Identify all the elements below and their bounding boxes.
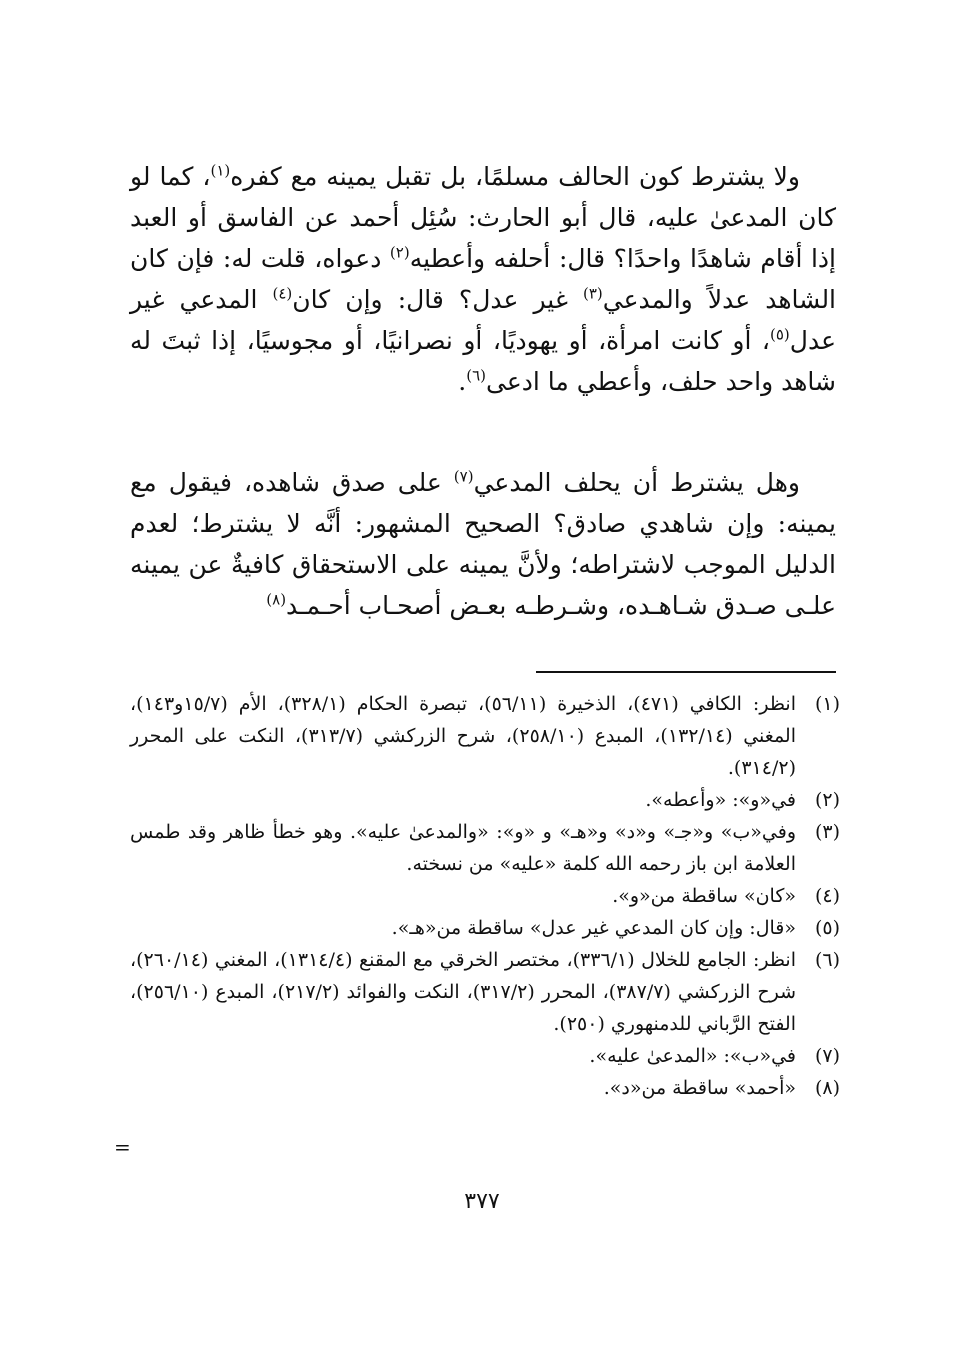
footnote-6 <box>130 944 840 1040</box>
text-segment: على صدق شاهده، فيقول مع يمينه: وإن شاهدي صادق؟ الصحيح المشهور: أنَّه لا يشترط؛ لعدم الدليل الموجب لاشتراطه؛ ولأنَّ يمينه على الاستحقاق كافيةٌ عن يمينه علـى صـدق شـاهـده، وشـرطـه بعـض أصحـاب أحـمـد <box>130 468 836 620</box>
footnote-ref-7[interactable]: (٧) <box>453 467 474 486</box>
footnote-separator-rule <box>536 671 836 673</box>
paragraph-1-text <box>130 156 836 402</box>
text-segment: ، أو كانت امرأة، أو يهوديًا، أو نصرانيًا، أو مجوسيًا، إذا ثبتَ له شاهد واحد حلف، وأعطي ما ادعى <box>130 326 836 396</box>
footnote-ref-5[interactable]: (٥) <box>770 325 790 344</box>
footnote-text: «أحمد» ساقطة من«د». <box>603 1077 796 1099</box>
text-segment: وهل يشترط أن يحلف المدعي <box>473 468 800 497</box>
footnote-number: (٣) <box>814 821 840 843</box>
footnote-ref-3[interactable]: (٣) <box>583 284 603 303</box>
footnote-ref-4[interactable]: (٤) <box>272 284 293 303</box>
footnote-text: في«و»: «وأعطه». <box>645 789 796 811</box>
footnote-ref-1[interactable]: (١) <box>210 161 231 180</box>
footnote-5 <box>130 912 840 944</box>
footnote-ref-8[interactable]: (٨) <box>266 590 287 609</box>
footnote-text: في«ب»: «المدعىٰ عليه». <box>589 1045 796 1067</box>
footnote-number: (٥) <box>814 917 840 939</box>
footnote-4 <box>130 880 840 912</box>
page-number: ٣٧٧ <box>464 1189 500 1214</box>
footnote-3 <box>130 816 840 880</box>
footnote-number: (٧) <box>814 1045 840 1067</box>
text-segment: غير عدل؟ قال: وإن كان <box>292 285 583 314</box>
footnote-text: «قال: وإن كان المدعي غير عدل» ساقطة من«هـ». <box>391 917 796 939</box>
footnote-ref-2[interactable]: (٢) <box>389 243 410 262</box>
footnote-2 <box>130 784 840 816</box>
text-segment: ، كما لو كان المدعىٰ عليه، قال أبو الحارث: سُئِل أحمد عن الفاسق أو العبد إذا أقام شاهدًا واحدًا؟ قال: أحلفه وأعطيه <box>130 162 836 273</box>
text-segment: المدعي غير عدل <box>130 285 836 355</box>
text-segment: . <box>458 367 467 396</box>
footnote-8 <box>130 1072 840 1104</box>
footnotes-section <box>130 688 840 1104</box>
footnote-number: (٤) <box>814 885 840 907</box>
main-text-paragraph-1 <box>130 156 836 402</box>
footnote-ref-6[interactable]: (٦) <box>466 366 486 385</box>
paragraph-2-text <box>130 462 836 626</box>
main-text-paragraph-2 <box>130 462 836 626</box>
footnote-text: وفي«ب» و«جـ» و«د» و«هـ» و «و»: «والمدعىٰ عليه». وهو خطأ ظاهر وقد طمس العلامة ابن باز رحمه الله كلمة «عليه» من نسخته. <box>130 821 796 875</box>
continuation-mark: = <box>114 1135 131 1159</box>
footnote-text: انظر: الكافي (٤٧١)، الذخيرة (٥٦/١١)، تبصرة الحكام (٣٢٨/١)، الأم (١٥/٧و١٤٣)، المغني (١٣٢/١٤)، المبدع (٢٥٨/١٠)، شرح الزركشي (٣١٣/٧)، النكت على المحرر (٣١٤/٢). <box>130 693 796 779</box>
footnote-1 <box>130 688 840 784</box>
footnote-text: انظر: الجامع للخلال (٣٣٦/١)، مختصر الخرقي مع المقنع (١٣١٤/٤)، المغني (٢٦٠/١٤)، شرح الزركشي (٣٨٧/٧)، المحرر (٣١٧/٢)، النكت والفوائد (٢١٧/٢)، المبدع (٢٥٦/١٠)، الفتح الرَّباني للدمنهوري (٢٥٠). <box>130 949 796 1035</box>
footnote-number: (٢) <box>814 789 840 811</box>
footnote-number: (٨) <box>814 1077 840 1099</box>
text-segment: ولا يشترط كون الحالف مسلمًا، بل تقبل يمينه مع كفره <box>230 162 800 191</box>
footnote-7 <box>130 1040 840 1072</box>
footnote-text: «كان» ساقطة من«و». <box>612 885 796 907</box>
footnote-number: (٦) <box>814 949 840 971</box>
text-segment: دعواه، قلت له: فإن كان الشاهد عدلاً والمدعي <box>130 244 837 314</box>
footnote-number: (١) <box>814 693 840 715</box>
